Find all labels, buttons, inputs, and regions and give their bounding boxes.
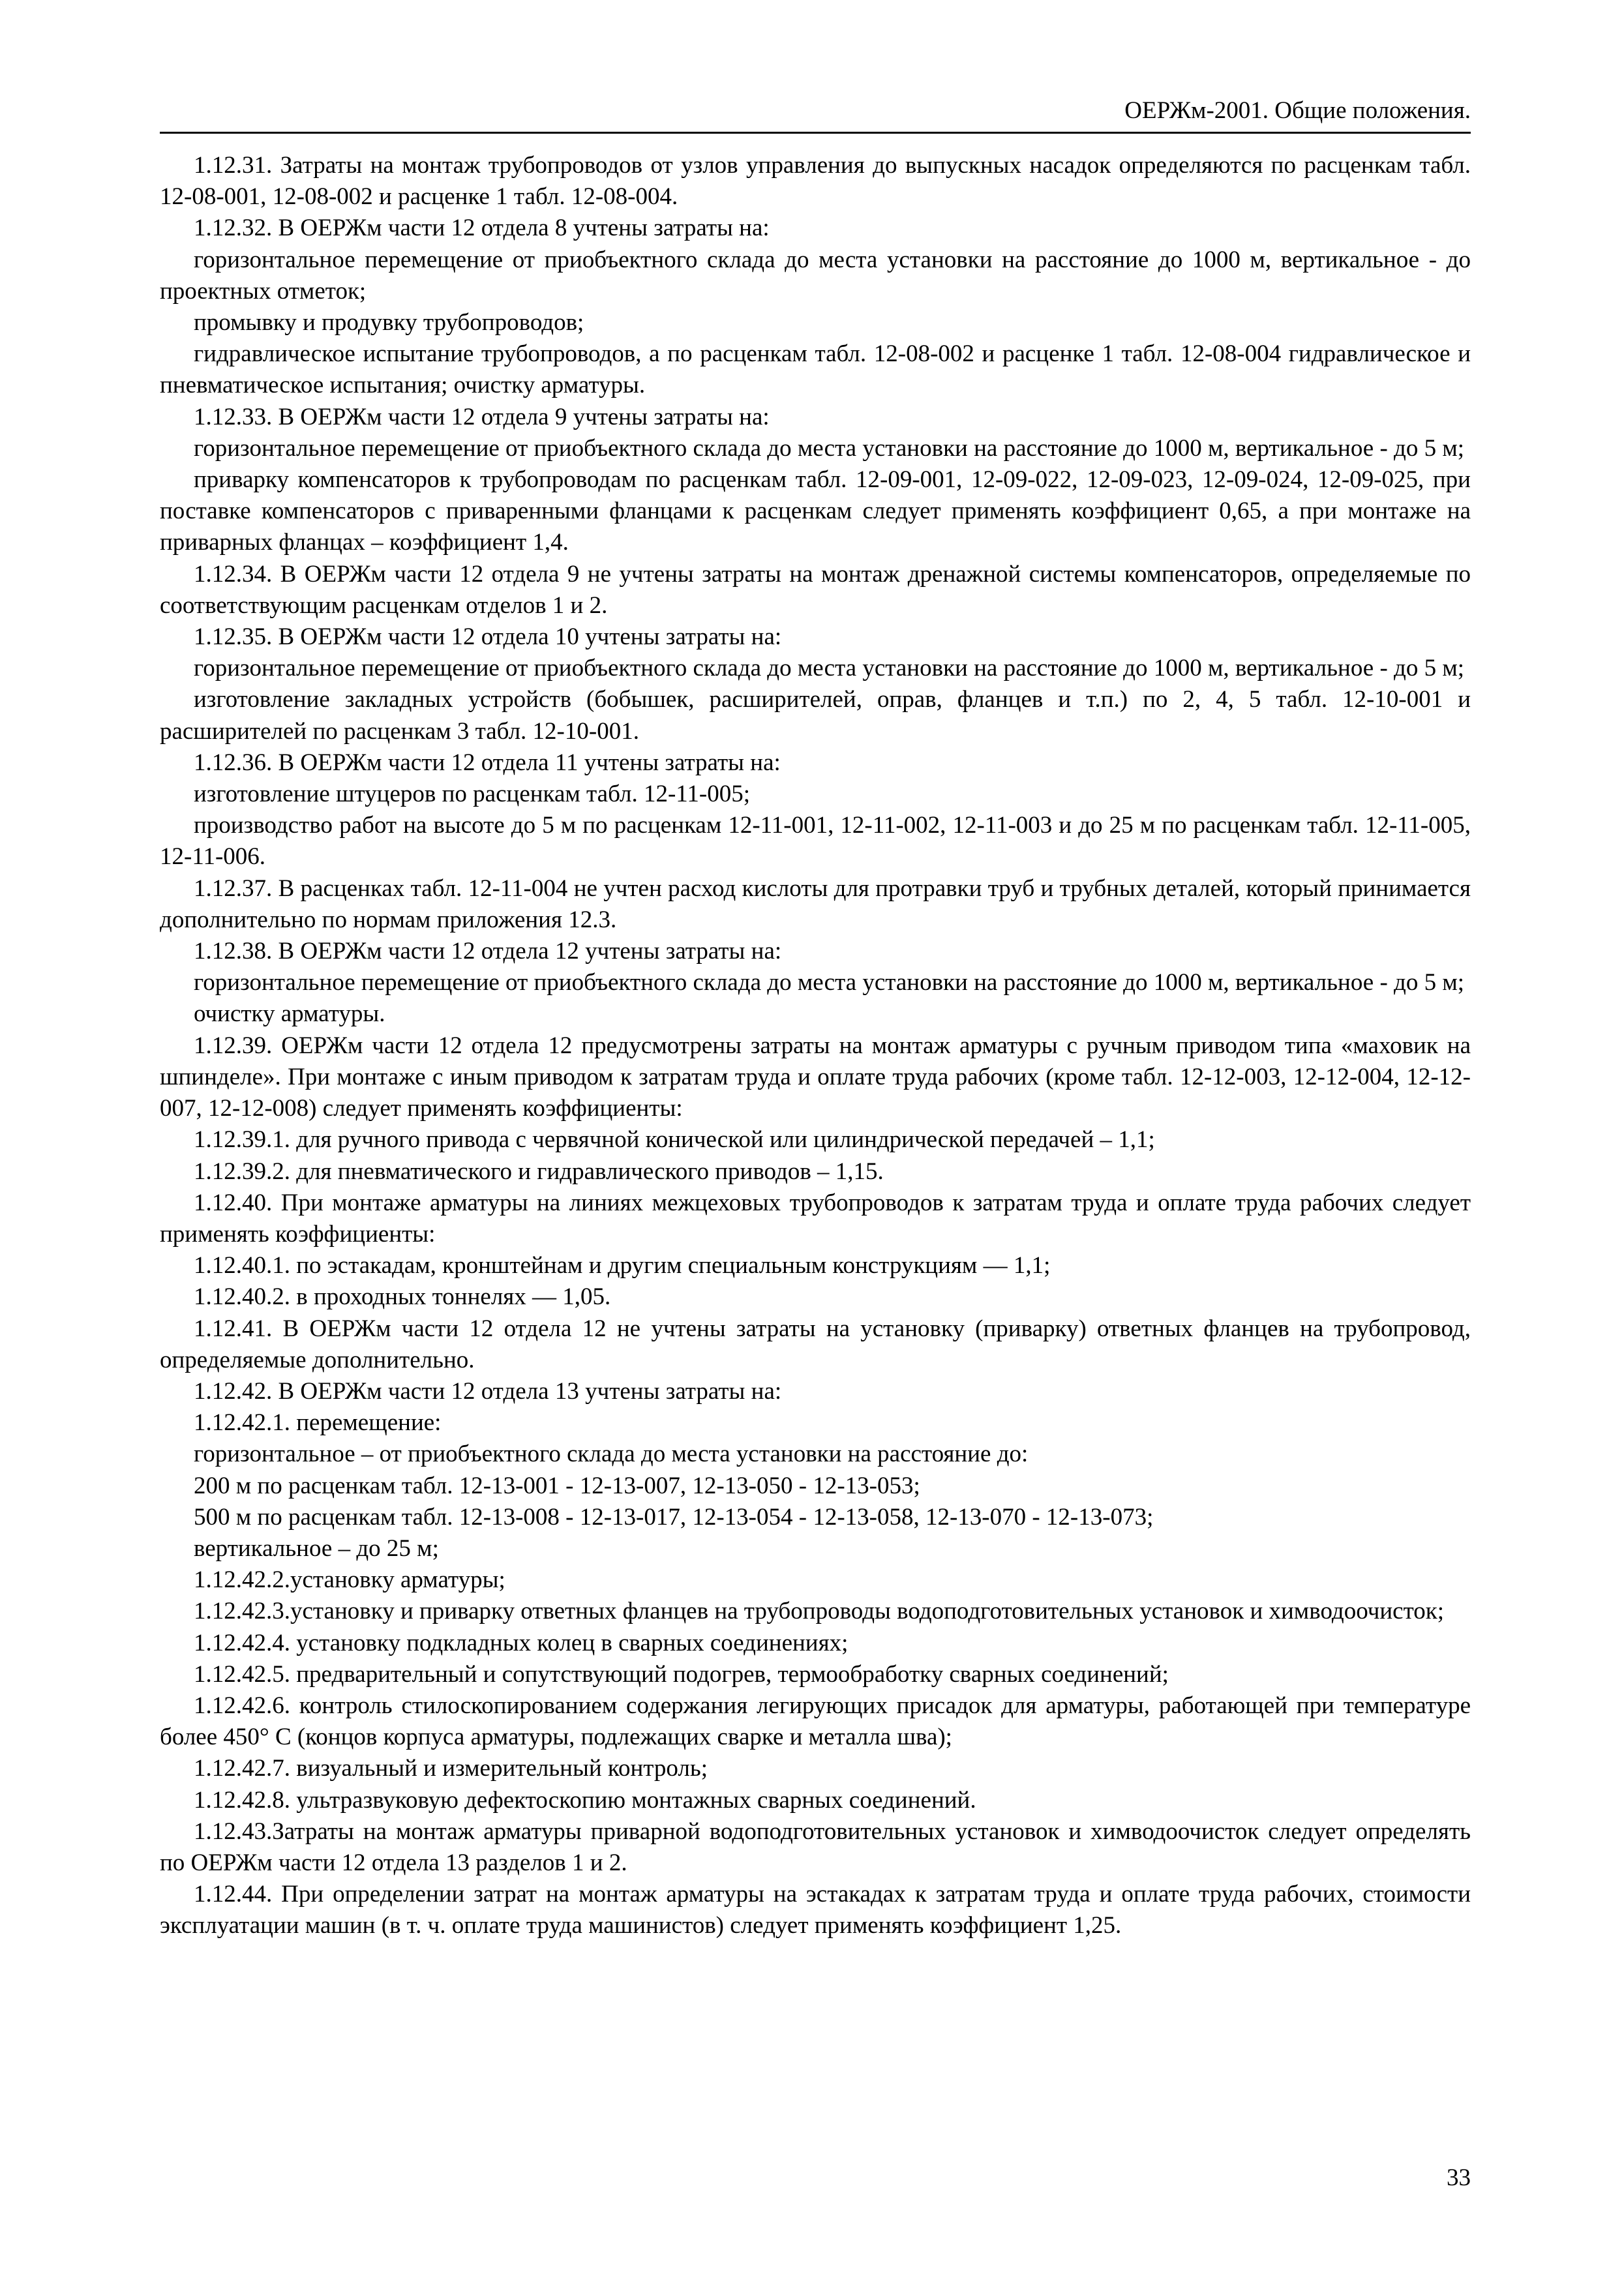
paragraph: 1.12.42.6. контроль стилоскопированием содержания легирующих присадок для арматуры, работающей при температуре более 450° С (концов корпуса арматуры, подлежащих сварке и металла шва);	[160, 1692, 1471, 1751]
paragraph: 1.12.34. В ОЕРЖм части 12 отдела 9 не учтены затраты на монтаж дренажной системы компенсаторов, определяемые по соответствующим расценкам отделов 1 и 2.	[160, 560, 1471, 619]
paragraph: горизонтальное – от приобъектного склада до места установки на расстояние до:	[194, 1441, 1029, 1468]
paragraph: 1.12.38. В ОЕРЖм части 12 отдела 12 учтены затраты на:	[194, 938, 782, 965]
paragraph: вертикальное – до 25 м;	[194, 1534, 439, 1562]
paragraph: 1.12.42. В ОЕРЖм части 12 отдела 13 учтены затраты на:	[194, 1377, 782, 1405]
paragraph: 1.12.42.3.установку и приварку ответных фланцев на трубопроводы водоподготовительных установок и химводоочисток;	[194, 1598, 1445, 1625]
paragraph: 1.12.42.5. предварительный и сопутствующий подогрев, термообработку сварных соединений;	[194, 1660, 1169, 1688]
running-header: ОЕРЖм-2001. Общие положения.	[160, 97, 1471, 134]
paragraph: 1.12.40.2. в проходных тоннелях — 1,05.	[194, 1283, 611, 1311]
paragraph: 1.12.39.2. для пневматического и гидравлического приводов – 1,15.	[194, 1158, 884, 1185]
paragraph: 1.12.36. В ОЕРЖм части 12 отдела 11 учтены затраты на:	[194, 749, 781, 776]
paragraph: изготовление штуцеров по расценкам табл. 12-11-005;	[194, 781, 751, 808]
paragraph: приварку компенсаторов к трубопроводам по расценкам табл. 12-09-001, 12-09-022, 12-09-023, 12-09-024, 12-09-025, при поставке компенсаторов с приваренными фланцами к расценкам следует применять коэффициент 0,65, а при монтаже на приварных фланцах – коэффициент 1,4.	[160, 466, 1471, 556]
paragraph: 1.12.40. При монтаже арматуры на линиях межцеховых трубопроводов к затратам труда и оплате труда рабочих следует применять коэффициенты:	[160, 1189, 1471, 1248]
paragraph: горизонтальное перемещение от приобъектного склада до места установки на расстояние до 1000 м, вертикальное - до 5 м;	[194, 969, 1465, 996]
paragraph: гидравлическое испытание трубопроводов, а по расценкам табл. 12-08-002 и расценке 1 табл. 12-08-004 гидравлическое и пневматическое испытания; очистку арматуры.	[160, 340, 1471, 399]
paragraph: очистку арматуры.	[194, 1000, 385, 1028]
paragraph: 1.12.42.7. визуальный и измерительный контроль;	[194, 1755, 708, 1782]
paragraph: 1.12.40.1. по эстакадам, кронштейнам и другим специальным конструкциям — 1,1;	[194, 1252, 1051, 1279]
paragraph: 1.12.42.2.установку арматуры;	[194, 1566, 505, 1594]
document-body	[160, 150, 1471, 1942]
paragraph: 1.12.35. В ОЕРЖм части 12 отдела 10 учтены затраты на:	[194, 623, 782, 651]
paragraph: производство работ на высоте до 5 м по расценкам 12-11-001, 12-11-002, 12-11-003 и до 25 м по расценкам табл. 12-11-005, 12-11-006.	[160, 812, 1471, 871]
paragraph: горизонтальное перемещение от приобъектного склада до места установки на расстояние до 1000 м, вертикальное - до проектных отметок;	[160, 246, 1471, 305]
paragraph: 1.12.44. При определении затрат на монтаж арматуры на эстакадах к затратам труда и оплате труда рабочих, стоимости эксплуатации машин (в т. ч. оплате труда машинистов) следует применять коэффициент 1,25.	[160, 1881, 1471, 1939]
paragraph: 1.12.41. В ОЕРЖм части 12 отдела 12 не учтены затраты на установку (приварку) ответных фланцев на трубопровод, определяемые дополнительно.	[160, 1315, 1471, 1373]
paragraph: 200 м по расценкам табл. 12-13-001 - 12-13-007, 12-13-050 - 12-13-053;	[194, 1472, 920, 1499]
paragraph: 1.12.42.1. перемещение:	[194, 1409, 442, 1437]
paragraph: 1.12.42.8. ультразвуковую дефектоскопию монтажных сварных соединений.	[194, 1786, 976, 1814]
paragraph: 1.12.37. В расценках табл. 12-11-004 не учтен расход кислоты для протравки труб и трубных деталей, который принимается дополнительно по нормам приложения 12.3.	[160, 875, 1471, 933]
paragraph: 1.12.32. В ОЕРЖм части 12 отдела 8 учтены затраты на:	[194, 215, 770, 242]
paragraph: изготовление закладных устройств (бобышек, расширителей, оправ, фланцев и т.п.) по 2, 4, 5 табл. 12-10-001 и расширителей по расценкам 3 табл. 12-10-001.	[160, 686, 1471, 745]
paragraph: горизонтальное перемещение от приобъектного склада до места установки на расстояние до 1000 м, вертикальное - до 5 м;	[194, 434, 1465, 462]
paragraph: 1.12.42.4. установку подкладных колец в сварных соединениях;	[194, 1629, 849, 1656]
paragraph: промывку и продувку трубопроводов;	[194, 309, 584, 337]
paragraph: 1.12.43.Затраты на монтаж арматуры приварной водоподготовительных установок и химводоочисток следует определять по ОЕРЖм части 12 отдела 13 разделов 1 и 2.	[160, 1818, 1471, 1876]
paragraph: 500 м по расценкам табл. 12-13-008 - 12-13-017, 12-13-054 - 12-13-058, 12-13-070 - 12-13-073;	[194, 1503, 1154, 1531]
paragraph: 1.12.31. Затраты на монтаж трубопроводов от узлов управления до выпускных насадок определяются по расценкам табл. 12-08-001, 12-08-002 и расценке 1 табл. 12-08-004.	[160, 152, 1471, 211]
paragraph: 1.12.39.1. для ручного привода с червячной конической или цилиндрической передачей – 1,1;	[194, 1126, 1155, 1154]
paragraph: 1.12.39. ОЕРЖм части 12 отдела 12 предусмотрены затраты на монтаж арматуры с ручным приводом типа «маховик на шпинделе». При монтаже с иным приводом к затратам труда и оплате труда рабочих (кроме табл. 12-12-003, 12-12-004, 12-12-007, 12-12-008) следует применять коэффициенты:	[160, 1032, 1471, 1122]
paragraph: горизонтальное перемещение от приобъектного склада до места установки на расстояние до 1000 м, вертикальное - до 5 м;	[194, 655, 1465, 682]
page-number: 33	[1447, 2164, 1471, 2191]
paragraph: 1.12.33. В ОЕРЖм части 12 отдела 9 учтены затраты на:	[194, 403, 770, 430]
